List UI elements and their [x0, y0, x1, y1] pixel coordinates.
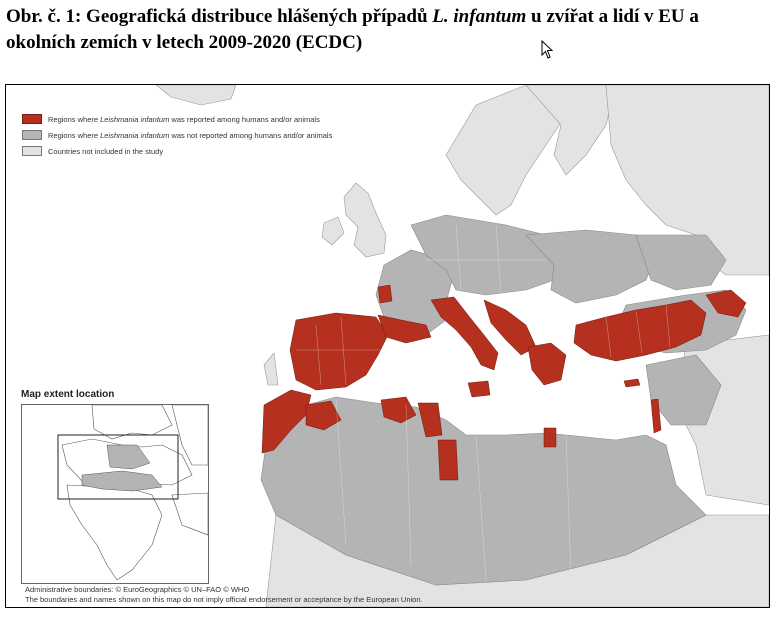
caption-text-1: Geografická distribuce hlášených případů: [81, 6, 433, 27]
caption-prefix: Obr. č. 1:: [6, 6, 82, 27]
legend-label: Regions where Leishmania infantum was reported among humans and/or animals: [48, 114, 320, 124]
attribution-line-1: Administrative boundaries: © EuroGeographics © UN–FAO © WHO: [25, 585, 250, 594]
caption-text-2: u zvířat a lidí v EU a: [526, 6, 699, 27]
attribution-line-2: The boundaries and names shown on this map do not imply official endorsement or acceptance by the European Union.: [25, 595, 423, 604]
world-locator-map: [22, 405, 208, 583]
legend-swatch-light: [22, 146, 42, 156]
map-figure: [5, 84, 770, 608]
legend-swatch-red: [22, 114, 42, 124]
caption-species: L. infantum: [432, 6, 527, 27]
inset-map: [21, 404, 209, 584]
mouse-cursor-icon: [541, 40, 555, 60]
map-legend: [22, 111, 332, 159]
map-attribution: [25, 585, 423, 605]
legend-label: Countries not included in the study: [48, 146, 164, 156]
legend-item-not-included: [22, 143, 332, 159]
caption-text-3: okolních zemích v letech 2009-2020 (ECDC): [6, 32, 363, 53]
legend-item-not-reported: [22, 127, 332, 143]
inset-title: Map extent location: [21, 389, 115, 400]
figure-caption: [6, 4, 746, 56]
legend-swatch-grey: [22, 130, 42, 140]
map-extent-inset: [21, 386, 211, 586]
legend-label: Regions where Leishmania infantum was not reported among humans and/or animals: [48, 130, 333, 140]
legend-item-reported: [22, 111, 332, 127]
